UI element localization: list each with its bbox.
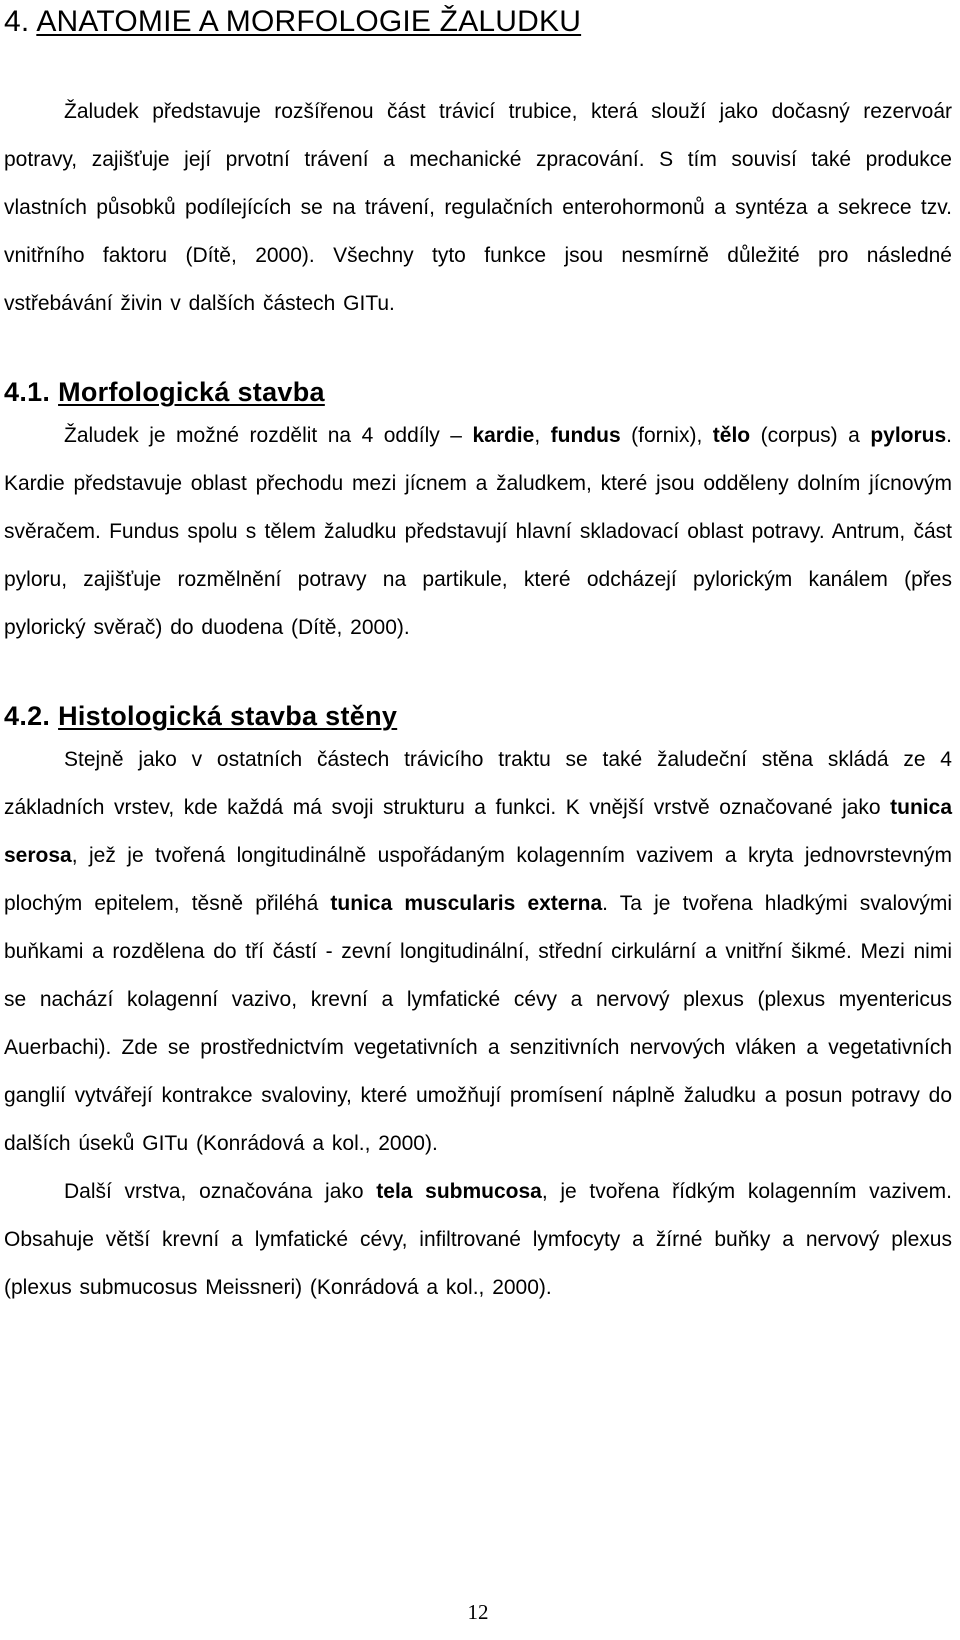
section-title-histology <box>4 696 952 736</box>
histology-paragraph-2 <box>4 1168 952 1312</box>
term-pylorus: pylorus <box>870 424 947 447</box>
chapter-title-text: ANATOMIE A MORFOLOGIE ŽALUDKU <box>36 5 582 38</box>
text-run: . Ta je tvořena hladkými svalovými buňkami a rozdělena do tří částí - zevní longitudinální, střední cirkulární a vnitřní šikmé. Mezi nimi se nachází kolagenní vazivo, krevní a lymfatické cévy a nervový plexus (plexus myentericus Auerbachi). Zde se prostřednictvím vegetativních a senzitivních nervových vláken a vegetativních ganglií vytvářejí kontrakce svaloviny, které umožňují promísení náplně žaludku a posun potravy do dalších úseků GITu (Konrádová a kol., 2000). <box>4 892 952 1155</box>
term-tela-submucosa: tela submucosa <box>376 1180 542 1203</box>
chapter-title <box>4 0 952 42</box>
text-run: Další vrstva, označována jako <box>64 1180 377 1203</box>
page-number: 12 <box>467 1600 489 1624</box>
text-run: (fornix), <box>620 424 713 447</box>
morphology-paragraph <box>4 412 952 652</box>
document-page <box>4 0 952 1640</box>
chapter-number: 4. <box>4 5 30 38</box>
section-title-morphology <box>4 372 952 412</box>
histology-paragraph-1 <box>4 736 952 1168</box>
section-number: 4.2. <box>4 701 51 731</box>
section-number: 4.1. <box>4 377 51 407</box>
text-run: (corpus) a <box>750 424 871 447</box>
text-run: , je tvořena řídkým kolagenním vazivem. Obsahuje větší krevní a lymfatické cévy, infiltrované lymfocyty a žírné buňky a nervový plexus (plexus submucosus Meissneri) (Konrádová a kol., 2000). <box>4 1180 952 1299</box>
text-run: , jež je tvořená longitudinálně uspořádaným kolagenním vazivem a kryta jednovrstevným plochým epitelem, těsně přiléhá <box>4 844 952 915</box>
intro-paragraph: Žaludek představuje rozšířenou část trávicí trubice, která slouží jako dočasný rezervoár potravy, zajišťuje její prvotní trávení a mechanické zpracování. S tím souvisí také produkce vlastních působků podílejících se na trávení, regulačních enterohormonů a syntéza a sekrece tzv. vnitřního faktoru (Dítě, 2000). Všechny tyto funkce jsou nesmírně důležité pro následné vstřebávání živin v dalších částech GITu. <box>4 100 952 315</box>
term-kardie: kardie <box>472 424 535 447</box>
text-run: , <box>534 424 551 447</box>
section-title-text: Histologická stavba stěny <box>58 701 398 731</box>
section-title-text: Morfologická stavba <box>58 377 325 407</box>
text-run: Žaludek je možné rozdělit na 4 oddíly – <box>64 424 473 447</box>
term-tunica-muscularis-externa: tunica muscularis externa <box>330 892 603 915</box>
text-run: Stejně jako v ostatních částech trávicího traktu se také žaludeční stěna skládá ze 4 základních vrstev, kde každá má svoji strukturu a funkci. K vnější vrstvě označované jako <box>4 748 952 819</box>
term-telo: tělo <box>712 424 751 447</box>
term-tunica-serosa: tunica serosa <box>4 796 952 867</box>
text-run: . Kardie představuje oblast přechodu mezi jícnem a žaludkem, které jsou odděleny dolním jícnovým svěračem. Fundus spolu s tělem žaludku představují hlavní skladovací oblast potravy. Antrum, část pyloru, zajišťuje rozmělnění potravy na partikule, které odcházejí pylorickým kanálem (přes pylorický svěrač) do duodena (Dítě, 2000). <box>4 424 953 639</box>
term-fundus: fundus <box>550 424 621 447</box>
